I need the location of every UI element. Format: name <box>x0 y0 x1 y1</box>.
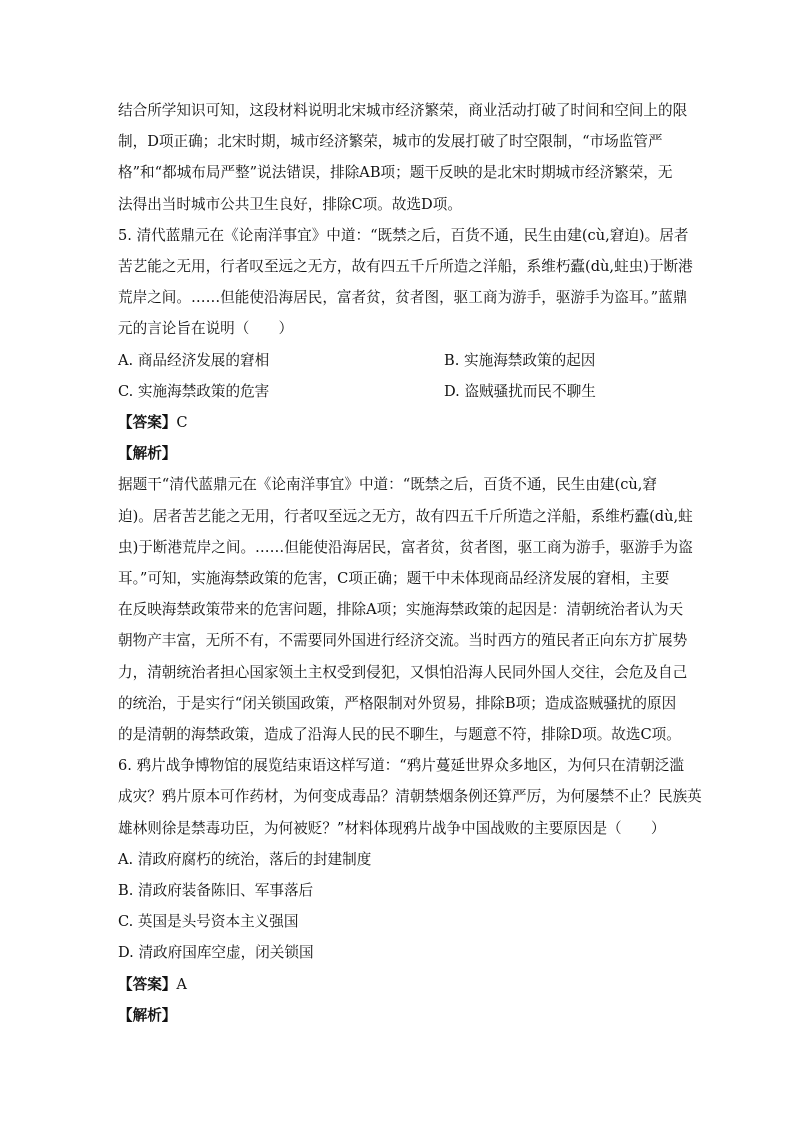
question-6-stem <box>118 750 702 844</box>
question-5-answer <box>118 407 678 438</box>
question-5-analysis <box>118 469 693 750</box>
answer-value: C <box>176 414 188 432</box>
option-c: C. 实施海禁政策的危害 <box>118 382 270 400</box>
text-line: 苦艺能之无用，行者叹至远之无方，故有四五千斤所造之洋船，系维朽蠹(dù,蛀虫)于断港 <box>118 258 693 276</box>
option-b: B. 清政府装备陈旧、军事落后 <box>118 882 314 900</box>
intro-paragraph <box>118 95 688 220</box>
text-line: 法得出当时城市公共卫生良好，排除C项。故选D项。 <box>118 195 462 213</box>
text-line: 6. 鸦片战争博物馆的展览结束语这样写道：“鸦片蔓延世界众多地区，为何只在清朝泛滥 <box>118 757 684 775</box>
option-c: C. 英国是头号资本主义强国 <box>118 913 299 931</box>
document-page <box>118 95 702 1031</box>
text-line: 格”和“都城布局严整”说法错误，排除AB项；题干反映的是北宋时期城市经济繁荣，无 <box>118 164 673 182</box>
text-line: 力，清朝统治者担心国家领土主权受到侵犯，又惧怕沿海人民同外国人交往，会危及自己 <box>118 663 688 681</box>
text-line: 成灾？鸦片原本可作药材，为何变成毒品？清朝禁烟条例还算严厉，为何屡禁不止？民族英 <box>118 788 702 806</box>
text-line: 的是清朝的海禁政策，造成了沿海人民的民不聊生，与题意不符，排除D项。故选C项。 <box>118 726 681 744</box>
question-5-stem <box>118 220 693 345</box>
option-d: D. 盗贼骚扰而民不聊生 <box>444 382 596 400</box>
text-line: 结合所学知识可知，这段材料说明北宋城市经济繁荣，商业活动打破了时间和空间上的限 <box>118 102 688 119</box>
text-line: 迫)。居者苦艺能之无用，行者叹至远之无方，故有四五千斤所造之洋船，系维朽蠹(dù,蛀 <box>118 507 693 525</box>
option-d: D. 清政府国库空虚，闭关锁国 <box>118 944 314 962</box>
text-line: 的统治，于是实行“闭关锁国政策，严格限制对外贸易，排除B项；造成盗贼骚扰的原因 <box>118 694 677 712</box>
option-a: A. 清政府腐朽的统治，落后的封建制度 <box>118 850 372 868</box>
option-b: B. 实施海禁政策的起因 <box>444 351 596 369</box>
question-6-answer <box>118 969 678 1000</box>
text-line: 雄林则徐是禁毒功臣，为何被贬？”材料体现鸦片战争中国战败的主要原因是（ ） <box>118 819 666 837</box>
text-line: 据题干“清代蓝鼎元在《论南洋事宜》中道：“既禁之后，百货不通，民生由建(cù,窘 <box>118 476 658 494</box>
text-line: 元的言论旨在说明（ ） <box>118 320 294 338</box>
question-5-options <box>118 345 678 407</box>
text-line: 耳。”可知，实施海禁政策的危害，C项正确；题干中未体现商品经济发展的窘相，主要 <box>118 570 670 588</box>
text-line: 在反映海禁政策带来的危害问题，排除A项；实施海禁政策的起因是：清朝统治者认为天 <box>118 601 684 619</box>
answer-label: 【答案】 <box>118 975 177 993</box>
text-line: 朝物产丰富，无所不有，不需要同外国进行经济交流。当时西方的殖民者正向东方扩展势 <box>118 632 688 650</box>
question-5-analysis-label: 【解析】 <box>118 445 177 463</box>
text-line: 虫)于断港荒岸之间。……但能使沿海居民，富者贫，贫者图，驱工商为游手，驱游手为盗 <box>118 538 693 556</box>
text-line: 制，D项正确；北宋时期，城市经济繁荣，城市的发展打破了时空限制，“市场监管严 <box>118 133 663 151</box>
text-line: 5. 清代蓝鼎元在《论南洋事宜》中道：“既禁之后，百货不通，民生由建(cù,窘迫)。居者 <box>118 226 689 244</box>
option-a: A. 商品经济发展的窘相 <box>118 351 270 369</box>
question-6-analysis-label: 【解析】 <box>118 1006 177 1024</box>
text-line: 荒岸之间。……但能使沿海居民，富者贫，贫者图，驱工商为游手，驱游手为盗耳。”蓝鼎 <box>118 289 688 307</box>
answer-value: A <box>176 975 187 993</box>
answer-label: 【答案】 <box>118 414 177 432</box>
